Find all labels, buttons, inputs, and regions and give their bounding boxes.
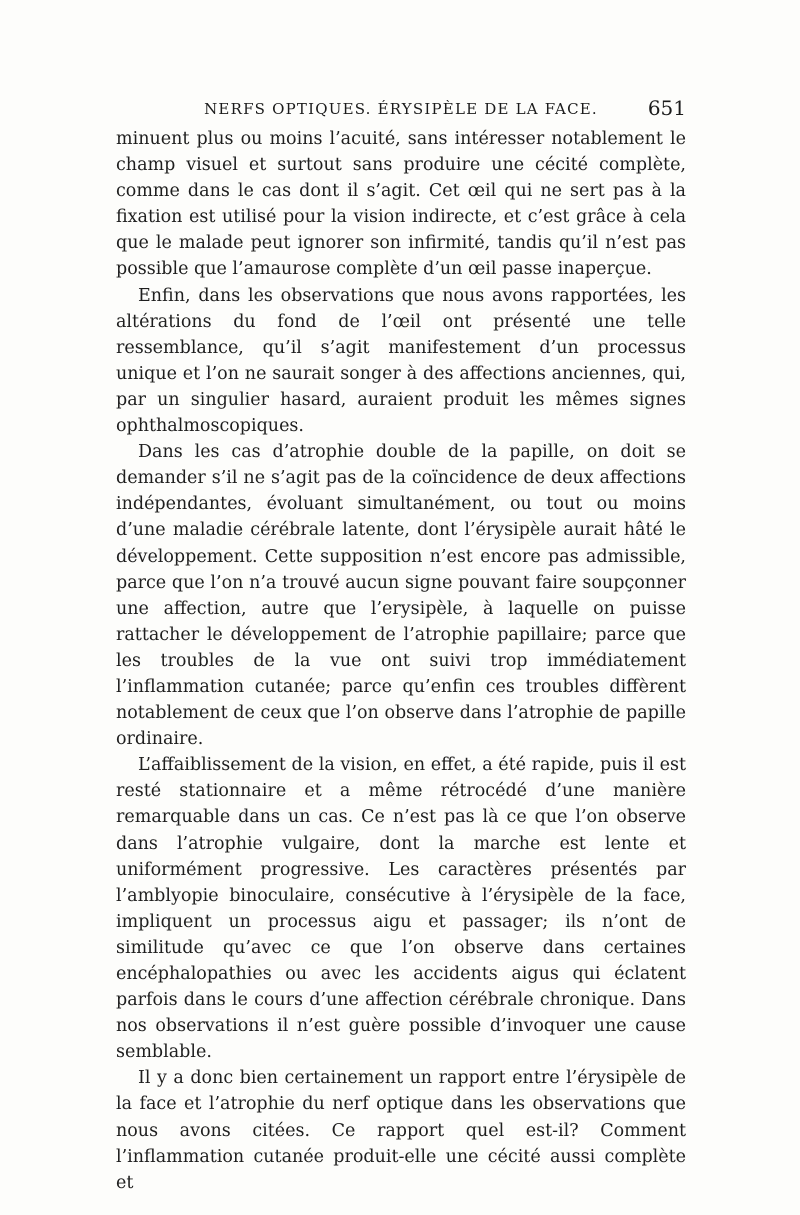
body-text [116, 126, 686, 1196]
paragraph-rapport: Il y a donc bien certainement un rapport entre l’érysipèle de la face et l’atrophie du nerf optique dans les observations que nous avons citées. Ce rapport quel est-il? Comment l’inflammation cutanée produit-elle une cécité aussi complète et [116, 1068, 686, 1193]
paragraph-continued: minuent plus ou moins l’acuité, sans intéresser notablement le champ visuel et surtout sans produire une cécité complète, comme dans le cas dont il s’agit. Cet œil qui ne sert pas à la fixation est utilisé pour la vision indirecte, et c’est grâce à cela que le malade peut ignorer son infirmité, tandis qu’il n’est pas possible que l’amaurose complète d’un œil passe inaperçue. [116, 129, 686, 280]
running-title: NERFS OPTIQUES. ÉRYSIPÈLE DE LA FACE. [204, 100, 598, 118]
page-header [116, 96, 686, 122]
page-number: 651 [647, 96, 686, 120]
paragraph-affaiblissement: L’affaiblissement de la vision, en effet, a été rapide, puis il est resté stationnaire et a même rétrocédé d’une manière remarquable dans un cas. Ce n’est pas là ce que l’on observe dans l’atrophie vulgaire, dont la marche est lente et uniformément progressive. Les caractères présentés par l’amblyopie binoculaire, consécutive à l’érysipèle de la face, impliquent un processus aigu et passager; ils n’ont de similitude qu’avec ce que l’on observe dans certaines encéphalopathies ou avec les accidents aigus qui éclatent parfois dans le cours d’une affection cérébrale chronique. Dans nos observations il n’est guère possible d’invoquer une cause semblable. [116, 755, 686, 1063]
paragraph-enfin: Enfin, dans les observations que nous avons rapportées, les altérations du fond de l’œil ont présenté une telle ressemblance, qu’il s’agit manifestement d’un processus unique et l’on ne saurait songer à des affections anciennes, qui, par un singulier hasard, auraient produit les mêmes signes ophthalmoscopiques. [116, 285, 686, 437]
paragraph-atrophie-double: Dans les cas d’atrophie double de la papille, on doit se demander s’il ne s’agit pas de la coïncidence de deux affections indépendantes, évoluant simultanément, ou tout ou moins d’une maladie cérébrale latente, dont l’érysipèle aurait hâté le développement. Cette supposition n’est encore pas admissible, parce que l’on n’a trouvé aucun signe pouvant faire soupçonner une affection, autre que l’erysipèle, à laquelle on puisse rattacher le développement de l’atrophie papillaire; parce que les troubles de la vue ont suivi trop immédiatement l’inflammation cutanée; parce qu’enfin ces troubles diffèrent notablement de ceux que l’on observe dans l’atrophie de papille ordinaire. [116, 442, 686, 750]
